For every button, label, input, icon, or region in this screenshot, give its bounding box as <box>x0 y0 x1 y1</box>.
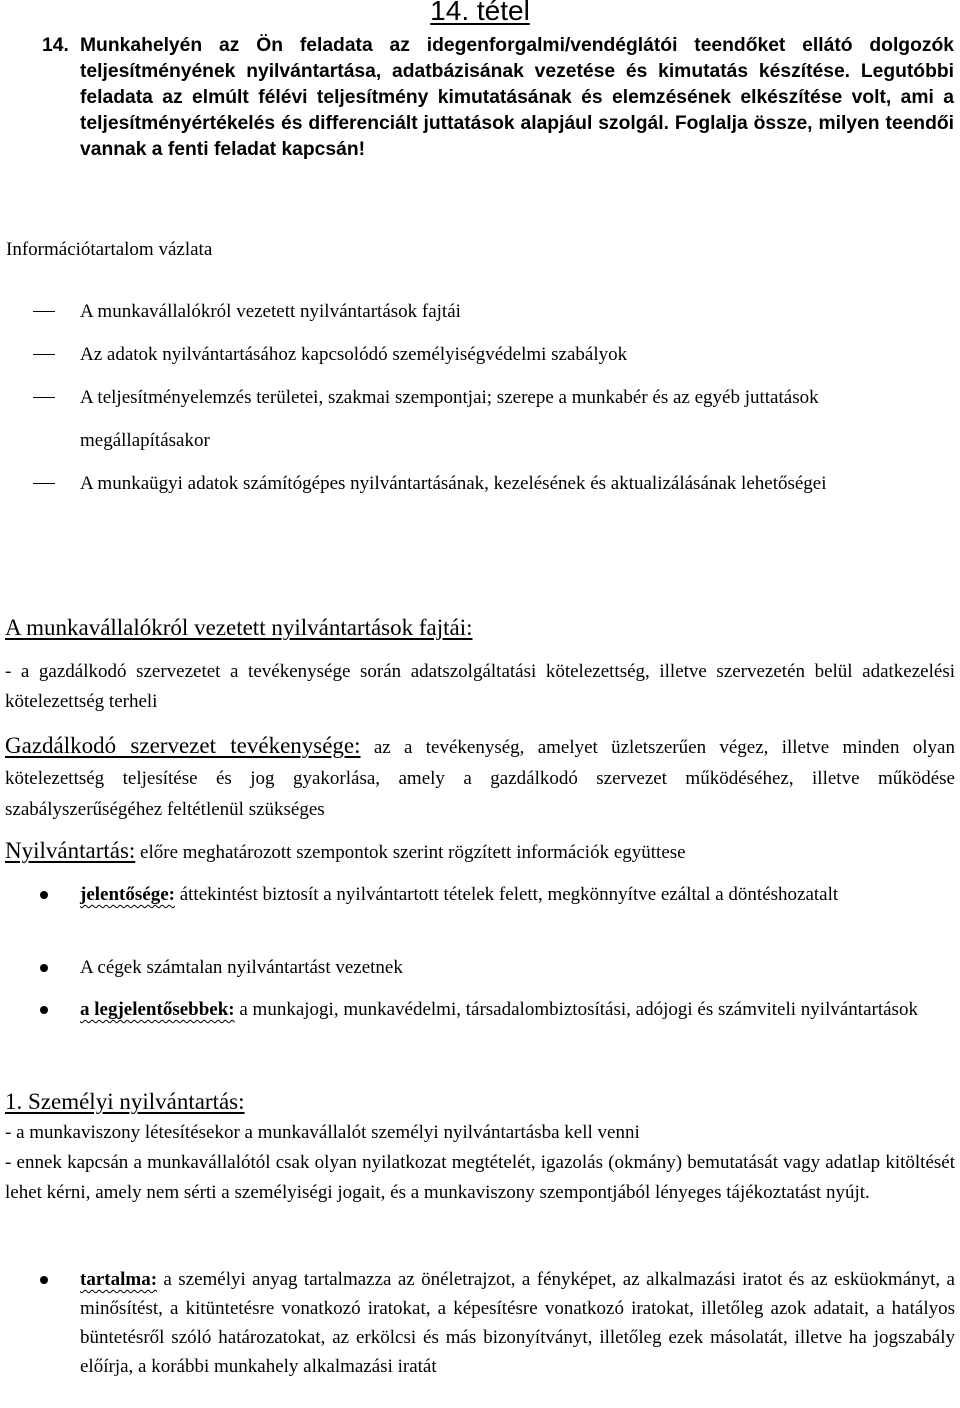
registry-bullet-list <box>0 995 960 1024</box>
outline-list <box>0 290 960 505</box>
list-item: tartalma: a személyi anyag tartalmazza az önéletrajzot, a fényképet, az alkalmazási iratot és az esküokmányt, a minősítést, a kitüntetésre vonatkozó iratokat, a képesítésre vonatkozó iratokat, illetőleg azok adatait, a hatályos büntetésről szóló határozatokat, az erkölcsi és más bizonyítványt, illetőleg ezek másolatát, illetve ha jogszabály előírja, a korábbi munkahely alkalmazási iratát <box>0 1265 955 1381</box>
dash-marker <box>33 311 55 312</box>
definition-term: Gazdálkodó szervezet tevékenysége: <box>5 733 361 758</box>
section-heading: 1. Személyi nyilvántartás: <box>5 1089 245 1114</box>
outline-item: A teljesítményelemzés területei, szakmai szempontjai; szerepe a munkabér és az egyéb juttatások megállapításakor <box>0 376 902 462</box>
bullet-marker <box>40 1006 48 1014</box>
outline-item: A munkaügyi adatok számítógépes nyilvántartásának, kezelésének és aktualizálásának lehetőségei <box>0 462 902 505</box>
outline-label: Információtartalom vázlata <box>6 239 213 260</box>
definition-text: előre meghatározott szempontok szerint rögzített információk együttese <box>135 842 686 863</box>
outline-item: A munkavállalókról vezetett nyilvántartások fajtái <box>0 290 902 333</box>
list-item: jelentősége: áttekintést biztosít a nyilvántartott tételek felett, megkönnyítve ezáltal a döntéshozatalt <box>0 880 955 909</box>
bullet-marker <box>40 964 48 972</box>
task-number: 14. <box>42 35 69 56</box>
dash-marker <box>33 483 55 484</box>
bullet-marker <box>40 891 48 899</box>
page-title: 14. tétel <box>430 0 530 26</box>
dash-marker <box>33 397 55 398</box>
bullet-marker <box>40 1276 48 1284</box>
section-heading: A munkavállalókról vezetett nyilvántartások fajtái: <box>5 615 473 640</box>
definition-registry <box>5 835 955 868</box>
outline-item: Az adatok nyilvántartásához kapcsolódó személyiségvédelmi szabályok <box>0 333 902 376</box>
task-statement <box>42 33 954 163</box>
definition-term: Nyilvántartás: <box>5 838 136 863</box>
task-text: Munkahelyén az Ön feladata az idegenforgalmi/vendéglátói teendőket ellátó dolgozók teljesítményének nyilvántartása, adatbázisának vezetése és kimutatás készítése. Legutóbbi feladata az elmúlt félévi teljesítmény kimutatásának és elemzésének elkészítése volt, ami a teljesítményértékelés és differenciált juttatások alapjául szolgál. Foglalja össze, milyen teendői vannak a fenti feladat kapcsán! <box>80 35 954 160</box>
paragraph: - a munkaviszony létesítésekor a munkavállalót személyi nyilvántartásba kell venni <box>5 1122 640 1143</box>
section-intro: - a gazdálkodó szervezetet a tevékenysége során adatszolgáltatási kötelezettség, illetve szervezetén belül adatkezelési kötelezettség terheli <box>5 661 955 712</box>
paragraph: - ennek kapcsán a munkavállalótól csak olyan nyilatkozat megtételét, igazolás (okmány) bemutatását vagy adatlap kitöltését lehet kérni, amely nem sérti a személyiségi jogait, és a munkaviszony szempontjából lényeges tájékoztatást nyújt. <box>5 1152 955 1203</box>
content-bullet-list <box>0 1265 960 1381</box>
definition-text: az a tevékenység, amelyet üzletszerűen végez, illetve minden olyan kötelezettség teljesítése és jog gyakorlása, amely a gazdálkodó szervezet működéséhez, illetve működése szabályszerűségéhez feltétlenül szükséges <box>5 737 955 820</box>
list-item: a legjelentősebbek: a munkajogi, munkavédelmi, társadalombiztosítási, adójogi és számviteli nyilvántartások <box>0 995 955 1024</box>
registry-bullet-list <box>0 880 960 909</box>
list-item: A cégek számtalan nyilvántartást vezetnek <box>0 953 955 982</box>
registry-bullet-list <box>0 953 960 982</box>
dash-marker <box>33 354 55 355</box>
definition-business-activity <box>5 730 955 825</box>
